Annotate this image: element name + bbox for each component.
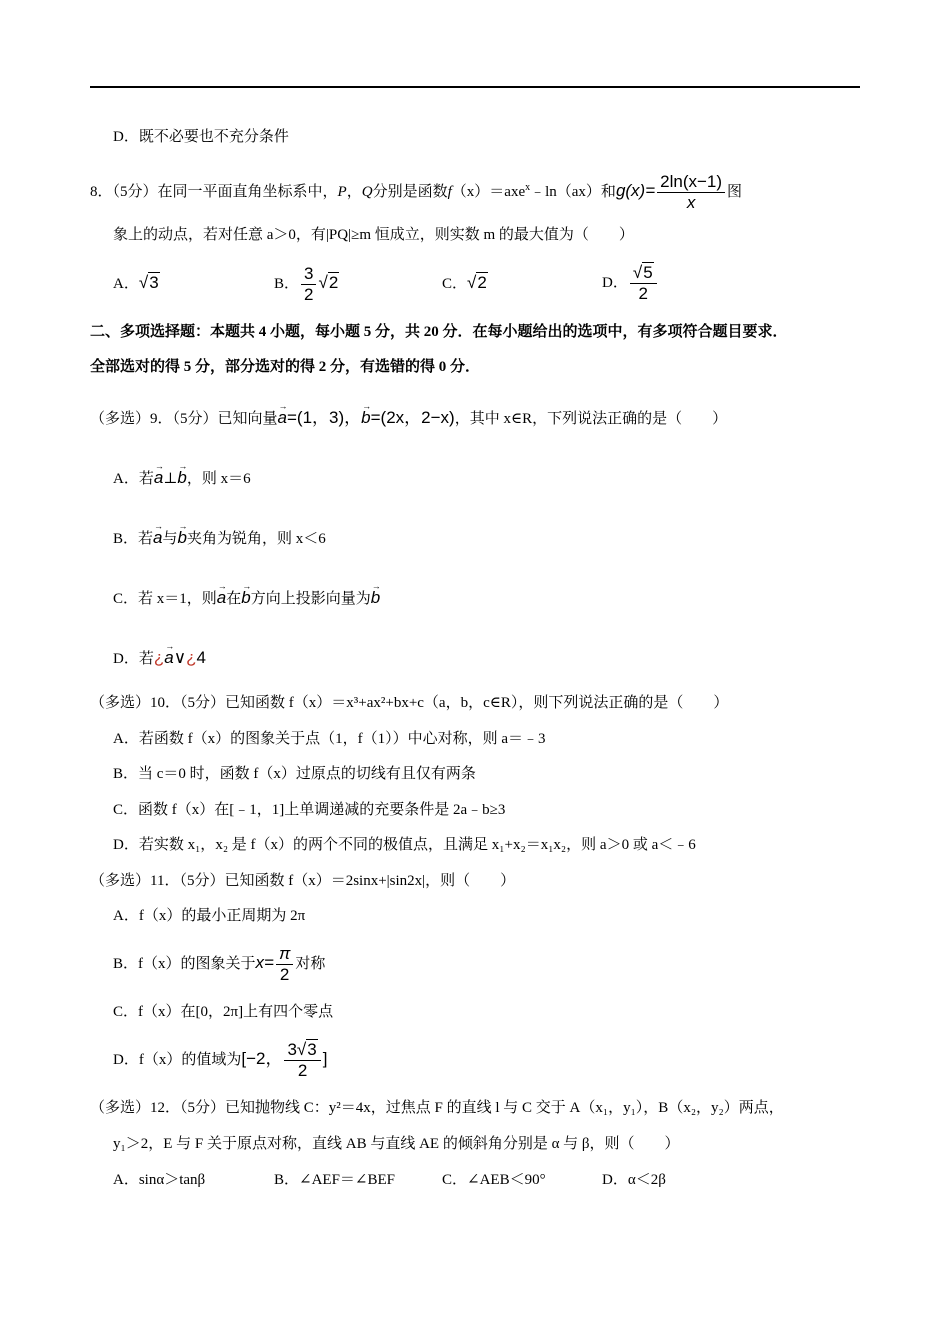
q11-option-a: A．f（x）的最小正周期为 2π [113, 908, 306, 924]
q7-option-d: D．既不必要也不充分条件 [113, 129, 289, 145]
vector-a: → a [278, 404, 287, 432]
q10-option-c: C．函数 f（x）在[﹣1，1]上单调递减的充要条件是 2a﹣b≥3 [113, 802, 506, 818]
sqrt-symbol: √3 [138, 273, 159, 292]
q10-option-d: D．若实数 x₁，x₂ 是 f（x）的两个不同的极值点，且满足 x₁+x₂＝x₁x₂，则 a＞0 或 a＜﹣6 [113, 837, 696, 853]
sqrt-symbol: √2 [467, 273, 487, 292]
q11-option-b: B．f（x）的图象关于x= $\frac{\pi}{2}$ 对称 [113, 944, 326, 985]
vector-b: → b [361, 404, 370, 432]
q10-option-a: A．若函数 f（x）的图象关于点（1，f（1））中心对称，则 a＝﹣3 [113, 731, 546, 747]
q8-option-d: D． $\frac{√5}{2}$ [602, 262, 659, 304]
q9-option-b: B．若→ a与→ b夹角为锐角，则 x＜6 [113, 524, 326, 553]
top-rule [90, 86, 860, 88]
q8-option-b: B． $\frac{3}{2}$ √2 [274, 262, 339, 305]
q8-option-a: A．√3 [113, 262, 160, 305]
q9-option-d: D．若¿→ a∨¿4 [113, 644, 206, 673]
q8-stem-line2: 象上的动点，若对任意 a＞0，有|PQ|≥m 恒成立，则实数 m 的最大值为（ ） [113, 227, 634, 243]
sqrt-symbol: √5 [632, 263, 653, 283]
q12-option-c: C．∠AEB＜90° [442, 1172, 546, 1188]
q10-option-b: B．当 c＝0 时，函数 f（x）过原点的切线有且仅有两条 [113, 766, 476, 782]
q12-option-b: B．∠AEF＝∠BEF [274, 1172, 395, 1188]
q12-stem-line1: （多选）12．（5分）已知抛物线 C：y²＝4x，过焦点 F 的直线 l 与 C 交于 A（x₁，y₁），B（x₂，y₂）两点， [90, 1100, 784, 1116]
section2-title-line1: 二、多项选择题：本题共 4 小题，每小题 5 分，共 20 分．在每小题给出的选项中，有多项符合题目要求． [90, 324, 788, 340]
q9-stem: （多选）9．（5分）已知向量→ a=(1，3)，→ b=(2x，2−x)，其中 x∈R，下列说法正确的是（ ） [90, 404, 727, 433]
vector-b: → b [177, 464, 186, 492]
q8-g-expr: g(x)= [615, 180, 656, 200]
q11-option-c: C．f（x）在[0，2π]上有四个零点 [113, 1004, 334, 1020]
q8-fraction: $\frac{2\ln(x-1)}{x}$ [657, 172, 725, 213]
vector-a: → a [153, 524, 162, 552]
vector-b: → b [371, 584, 380, 612]
vector-b: → b [241, 584, 250, 612]
q12-stem-line2: y₁＞2，E 与 F 关于原点对称，直线 AB 与直线 AE 的倾斜角分别是 α 与 β，则（ ） [113, 1136, 680, 1152]
vector-a: → a [154, 464, 163, 492]
vector-a: → a [164, 644, 173, 672]
q11-stem: （多选）11．（5分）已知函数 f（x）＝2sinx+|sin2x|，则（ ） [90, 873, 516, 889]
q8-number: 8． [90, 183, 113, 200]
vector-a: → a [217, 584, 226, 612]
sqrt-symbol: √3 [296, 1040, 317, 1060]
q11-option-d: D．f（x）的值域为[−2， $\frac{3√3}{2}$ ] [113, 1040, 328, 1081]
vector-b: → b [178, 524, 187, 552]
q9-option-a: A．若→ a⊥→ b，则 x＝6 [113, 464, 251, 493]
q9-option-c: C．若 x＝1，则→ a在→ b方向上投影向量为→ b [113, 584, 380, 613]
section2-title-line2: 全部选对的得 5 分，部分选对的得 2 分，有选错的得 0 分． [90, 359, 481, 375]
q12-option-a: A．sinα＞tanβ [113, 1172, 206, 1188]
q12-option-d: D．α＜2β [602, 1172, 666, 1188]
q10-stem: （多选）10．（5分）已知函数 f（x）＝x³+ax²+bx+c（a，b，c∈R），则下列说法正确的是（ ） [90, 695, 729, 711]
q8-score: （5分） [112, 183, 158, 200]
sqrt-symbol: √2 [318, 273, 339, 292]
q8-option-c: C．√2 [442, 262, 488, 305]
q8-stem-line1: 8．（5分）在同一平面直角坐标系中，P，Q分别是函数f（x）＝axe$^x$﹣ln（ax）和g(x)= $\frac{2\ln(x-1)}{x}$ 图 [90, 172, 743, 212]
